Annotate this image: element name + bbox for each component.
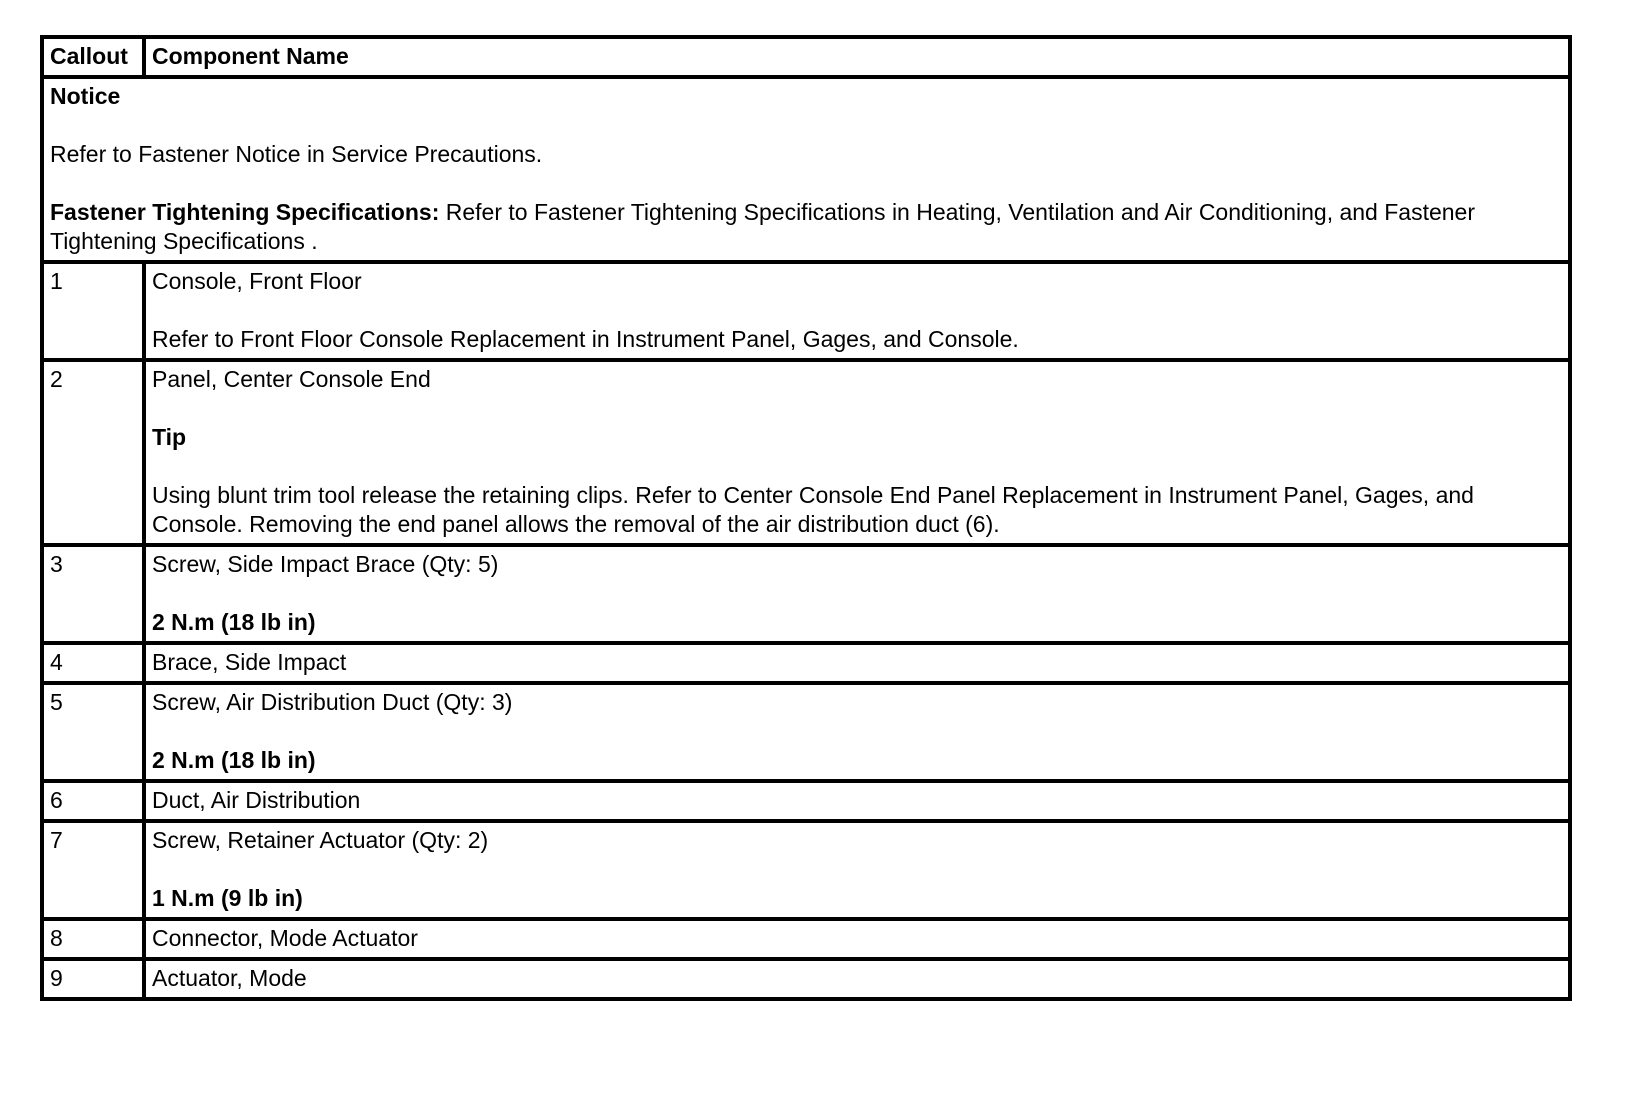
component-name-header: Component Name	[144, 37, 1570, 77]
table-row	[42, 821, 1570, 919]
callout-number: 4	[42, 643, 144, 683]
component-name: Duct, Air Distribution	[152, 787, 361, 813]
notice-cell	[42, 77, 1570, 262]
component-cell	[144, 360, 1570, 545]
torque-spec: 2 N.m (18 lb in)	[152, 747, 316, 773]
component-cell	[144, 683, 1570, 781]
callout-number: 8	[42, 919, 144, 959]
table-row	[42, 683, 1570, 781]
table-row	[42, 545, 1570, 643]
table-row	[42, 360, 1570, 545]
component-name: Actuator, Mode	[152, 965, 307, 991]
component-cell	[144, 821, 1570, 919]
component-table	[40, 35, 1572, 1001]
spec-text: Refer to Fastener Tightening Specifications in Heating, Ventilation and Air Conditioning, and Fastener Tightening Specifications .	[50, 199, 1476, 254]
component-cell	[144, 643, 1570, 683]
tip-heading: Tip	[152, 424, 187, 450]
callout-number: 5	[42, 683, 144, 781]
component-name: Screw, Retainer Actuator (Qty: 2)	[152, 827, 489, 853]
component-cell	[144, 545, 1570, 643]
table-row	[42, 643, 1570, 683]
component-cell	[144, 959, 1570, 999]
component-detail: Refer to Front Floor Console Replacement in Instrument Panel, Gages, and Console.	[152, 326, 1019, 352]
component-name: Console, Front Floor	[152, 268, 362, 294]
table-row	[42, 262, 1570, 360]
callout-number: 1	[42, 262, 144, 360]
spec-label: Fastener Tightening Specifications:	[50, 199, 440, 225]
component-name: Screw, Air Distribution Duct (Qty: 3)	[152, 689, 513, 715]
table-row	[42, 919, 1570, 959]
callout-number: 6	[42, 781, 144, 821]
callout-number: 7	[42, 821, 144, 919]
component-name: Brace, Side Impact	[152, 649, 347, 675]
spec-paragraph	[50, 198, 1562, 256]
component-detail: Using blunt trim tool release the retaining clips. Refer to Center Console End Panel Replacement in Instrument Panel, Gages, and Console. Removing the end panel allows the removal of the air distribution duct (6).	[152, 482, 1474, 537]
callout-number: 2	[42, 360, 144, 545]
notice-text: Refer to Fastener Notice in Service Precautions.	[50, 141, 543, 167]
table-row	[42, 781, 1570, 821]
component-name: Screw, Side Impact Brace (Qty: 5)	[152, 551, 499, 577]
torque-spec: 1 N.m (9 lb in)	[152, 885, 303, 911]
component-cell	[144, 919, 1570, 959]
callout-number: 9	[42, 959, 144, 999]
notice-row	[42, 77, 1570, 262]
callout-header: Callout	[42, 37, 144, 77]
torque-spec: 2 N.m (18 lb in)	[152, 609, 316, 635]
header-row	[42, 37, 1570, 77]
table-row	[42, 959, 1570, 999]
component-name: Panel, Center Console End	[152, 366, 431, 392]
component-name: Connector, Mode Actuator	[152, 925, 418, 951]
component-cell	[144, 262, 1570, 360]
callout-number: 3	[42, 545, 144, 643]
component-cell	[144, 781, 1570, 821]
notice-heading: Notice	[50, 83, 121, 109]
